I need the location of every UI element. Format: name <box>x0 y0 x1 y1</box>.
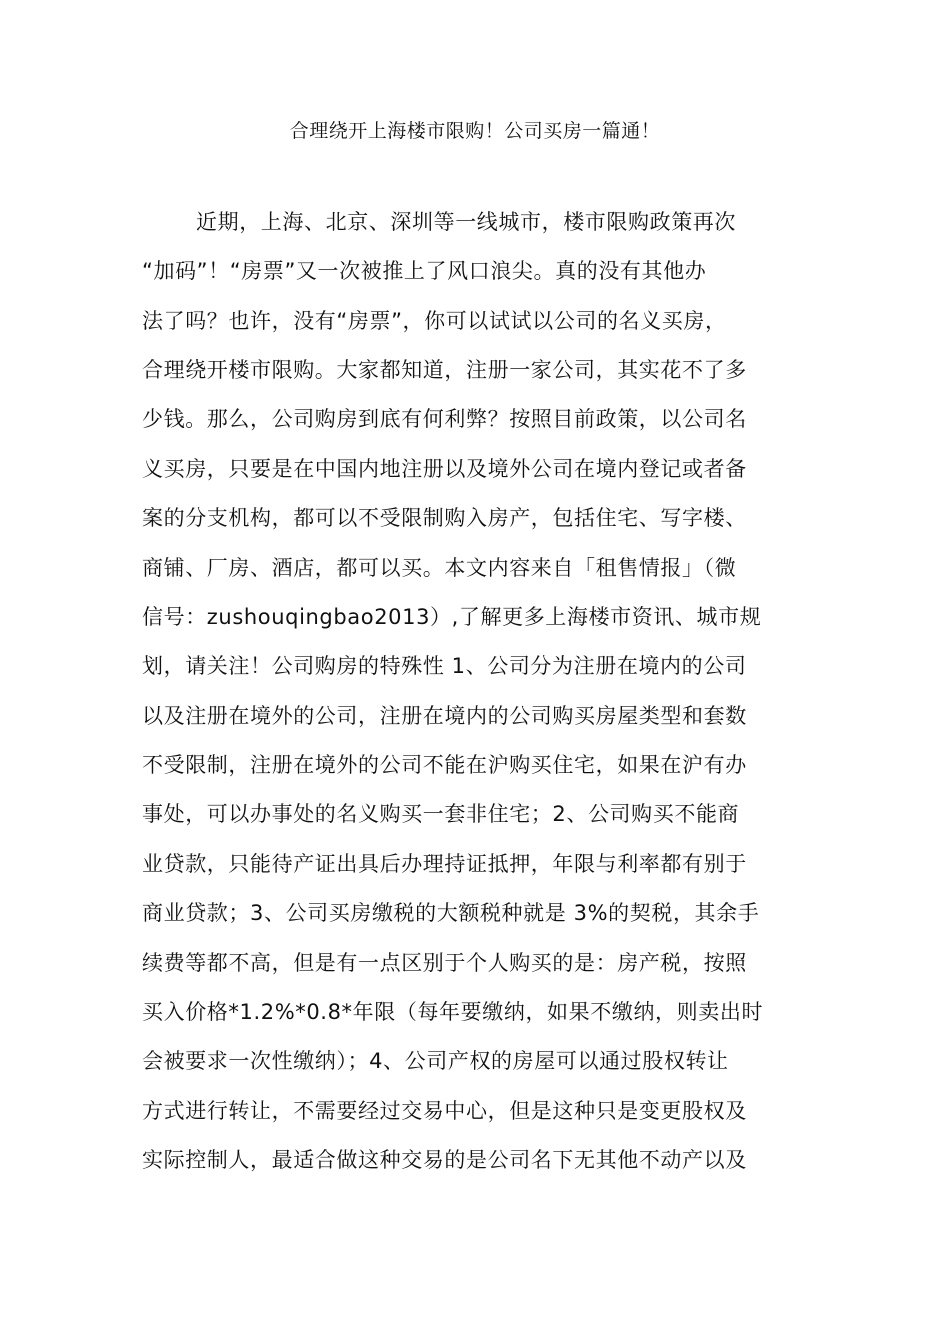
paragraph-line: 不受限制，注册在境外的公司不能在沪购买住宅，如果在沪有办 <box>142 753 747 777</box>
paragraph-line: 实际控制人，最适合做这种交易的是公司名下无其他不动产以及 <box>142 1148 747 1172</box>
paragraph-line: 义买房，只要是在中国内地注册以及境外公司在境内登记或者备 <box>142 457 747 481</box>
document-title: 合理绕开上海楼市限购！公司买房一篇通！ <box>289 120 661 142</box>
paragraph-line: 少钱。那么，公司购房到底有何利弊？按照目前政策，以公司名 <box>142 407 747 431</box>
paragraph-line: 合理绕开楼市限购。大家都知道，注册一家公司，其实花不了多 <box>142 358 747 382</box>
paragraph-line: 法了吗？也许，没有“房票”，你可以试试以公司的名义买房， <box>142 309 727 333</box>
paragraph-line: 续费等都不高，但是有一点区别于个人购买的是：房产税，按照 <box>142 951 747 975</box>
paragraph-line: 业贷款，只能待产证出具后办理持证抵押，年限与利率都有别于 <box>142 852 747 876</box>
paragraph-line: 划，请关注！公司购房的特殊性 1、公司分为注册在境内的公司 <box>142 654 747 678</box>
paragraph-line: 买入价格*1.2%*0.8*年限（每年要缴纳，如果不缴纳，则卖出时 <box>142 1000 764 1024</box>
paragraph-line: 商业贷款；3、公司买房缴税的大额税种就是 3%的契税，其余手 <box>142 901 760 925</box>
paragraph-line: 会被要求一次性缴纳）；4、公司产权的房屋可以通过股权转让 <box>142 1049 729 1073</box>
paragraph-line: 信号：zushouqingbao2013）,了解更多上海楼市资讯、城市规 <box>142 605 762 629</box>
paragraph-line: “加码”！“房票”又一次被推上了风口浪尖。真的没有其他办 <box>142 259 707 283</box>
paragraph-line: 以及注册在境外的公司，注册在境内的公司购买房屋类型和套数 <box>142 704 747 728</box>
paragraph-line: 事处，可以办事处的名义购买一套非住宅；2、公司购买不能商 <box>142 802 740 826</box>
paragraph-line: 商铺、厂房、酒店，都可以买。本文内容来自「租售情报」（微 <box>142 556 737 580</box>
paragraph-line: 案的分支机构，都可以不受限制购入房产，包括住宅、写字楼、 <box>142 506 747 530</box>
paragraph-line: 方式进行转让，不需要经过交易中心，但是这种只是变更股权及 <box>142 1099 747 1123</box>
paragraph-line: 近期，上海、北京、深圳等一线城市，楼市限购政策再次 <box>196 210 736 234</box>
